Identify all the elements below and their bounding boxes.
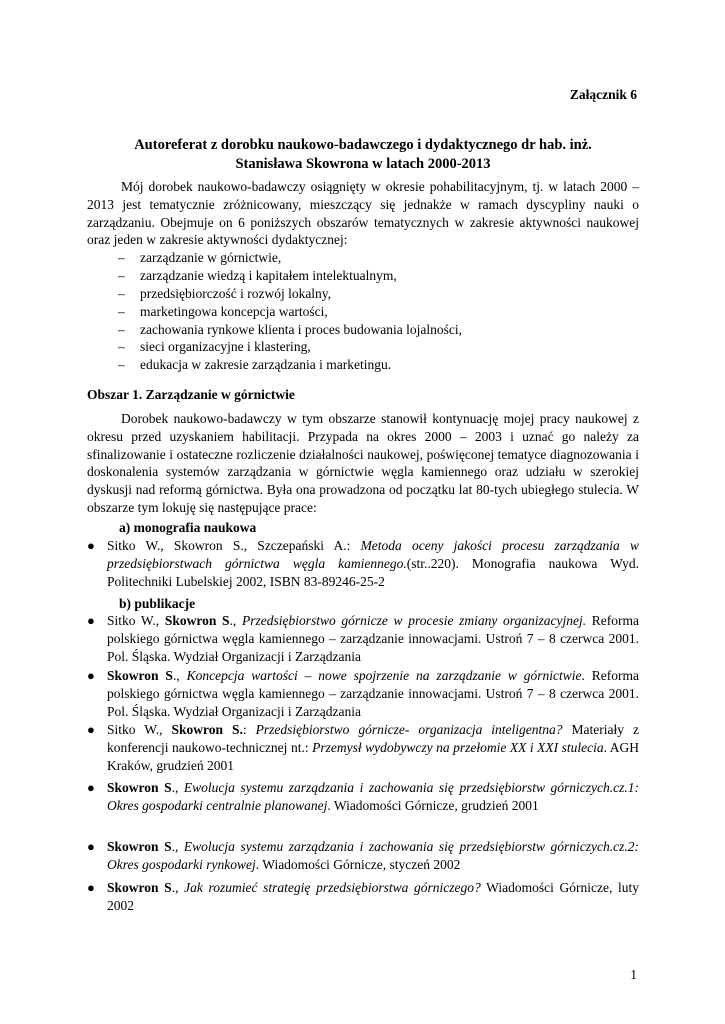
bullet-icon: ●: [87, 880, 95, 895]
list-item: – zachowania rynkowe klienta i proces budowania lojalności,: [118, 321, 462, 339]
section-paragraph: Dorobek naukowo-badawczy w tym obszarze stanowił kontynuację mojej pracy naukowej z okresu przed uzyskaniem habilitacji. Przypada na okres 2000 – 2003 i uznać go należy za sfinalizowanie i ostateczne rozliczenie działalności naukowej, poświęconej tematyce diagnozowania i doskonalenia systemów zarządzania w górnictwie węgla kamiennego oraz udziału w szerokiej dyskusji nad reformą górnictwa. Była ona prowadzona od początku lat 80-tych ubiegłego stulecia. W obszarze tym lokuję się następujące prace:: [87, 411, 639, 515]
bibliography-item: ● Skowron S., Jak rozumieć strategię przedsiębiorstwa górniczego? Wiadomości Górnicze, luty 2002: [87, 880, 640, 913]
annex-label: Załącznik 6: [569, 87, 637, 102]
subheading-monograph: a) monografia naukowa: [119, 520, 257, 535]
bullet-icon: ●: [87, 780, 95, 795]
list-item: – marketingowa koncepcja wartości,: [118, 303, 462, 321]
bibliography-item: ● Sitko W., Skowron S., Przedsiębiorstwo górnicze w procesie zmiany organizacyjnej. Reforma polskiego górnictwa węgla kamiennego – zarządzanie innowacjami. Ustroń 7 – 8 czerwca 2001. Pol. Śląska. Wydział Organizacji i Zarządzania: [87, 613, 640, 664]
list-item: – przedsiębiorczość i rozwój lokalny,: [118, 285, 462, 303]
bibliography-item: ● Skowron S., Ewolucja systemu zarządzania i zachowania się przedsiębiorstw górniczych.cz.2: Okres gospodarki rynkowej. Wiadomości Górnicze, styczeń 2002: [87, 839, 640, 872]
bullet-icon: ●: [87, 613, 95, 628]
title-line-2: Stanisława Skowrona w latach 2000-2013: [235, 156, 491, 172]
bibliography-item: ● Sitko W., Skowron S.: Przedsiębiorstwo górnicze- organizacja inteligentna? Materiały z konferencji naukowo-technicznej nt.: Przemysł wydobywczy na przełomie XX i XXI stulecia. AGH Kraków, grudzień 2001: [87, 722, 639, 773]
list-item: – zarządzanie w górnictwie,: [118, 249, 462, 267]
section-heading: Obszar 1. Zarządzanie w górnictwie: [87, 387, 295, 402]
list-item: – sieci organizacyjne i klastering,: [118, 338, 462, 356]
bibliography-item: ● Skowron S., Ewolucja systemu zarządzania i zachowania się przedsiębiorstw górniczych.cz.1: Okres gospodarki centralnie planowanej. Wiadomości Górnicze, grudzień 2001: [87, 780, 640, 813]
list-item: – edukacja w zakresie zarządzania i marketingu.: [118, 356, 462, 374]
intro-paragraph: Mój dorobek naukowo-badawczy osiągnięty w okresie pohabilitacyjnym, tj. w latach 2000 – 2013 jest tematycznie zróżnicowany, mieszczący się jednakże w ramach dyscypliny nauki o zarządzaniu. Obejmuje on 6 poniższych obszarów tematycznych w zakresie aktywności naukowej oraz jeden w zakresie aktywności dydaktycznej:: [87, 179, 639, 248]
document-title: [87, 136, 639, 174]
bullet-icon: ●: [87, 722, 95, 737]
bullet-icon: ●: [87, 668, 95, 683]
subheading-publications: b) publikacje: [119, 596, 196, 611]
bullet-icon: ●: [87, 839, 95, 854]
title-line-1: Autoreferat z dorobku naukowo-badawczego i dydaktycznego dr hab. inż.: [134, 137, 592, 153]
list-item: – zarządzanie wiedzą i kapitałem intelektualnym,: [118, 267, 462, 285]
areas-list: [118, 249, 462, 374]
bibliography-item: ● Sitko W., Skowron S., Szczepański A.: Metoda oceny jakości procesu zarządzania w przedsiębiorstwach górnictwa węgla kamiennego.(str..220). Monografia naukowa Wyd. Politechniki Lubelskiej 2002, ISBN 83-89246-25-2: [87, 538, 639, 589]
bibliography-item: ● Skowron S., Koncepcja wartości – nowe spojrzenie na zarządzanie w górnictwie. Reforma polskiego górnictwa węgla kamiennego – zarządzanie innowacjami. Ustroń 7 – 8 czerwca 2001. Pol. Śląska. Wydział Organizacji i Zarządzania: [87, 668, 640, 719]
page-number: 1: [630, 967, 637, 982]
bullet-icon: ●: [87, 538, 95, 553]
